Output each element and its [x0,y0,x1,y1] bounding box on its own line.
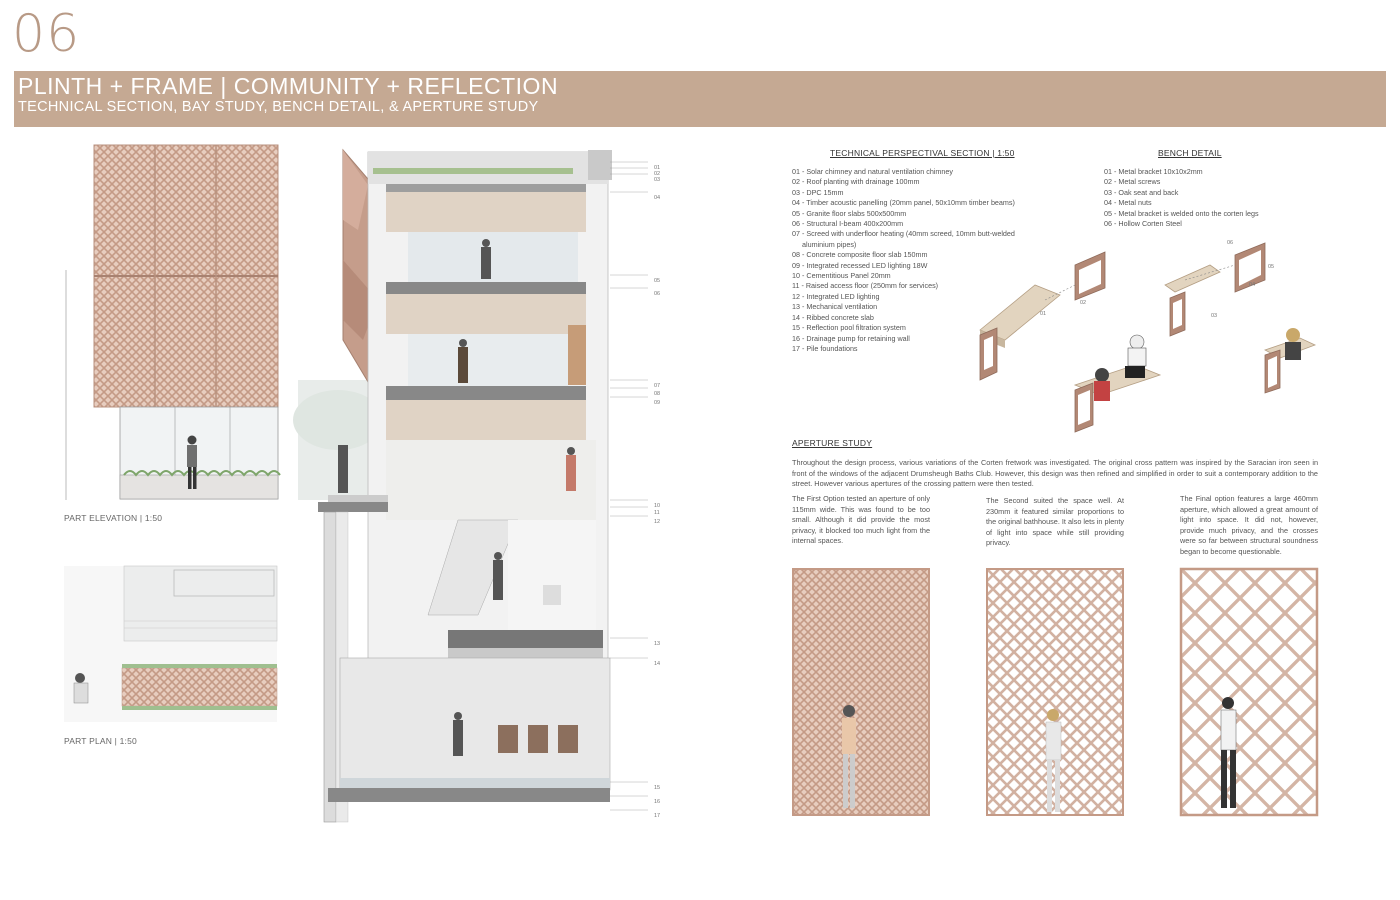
legend-item: 02 - Roof planting with drainage 100mm [792,177,920,187]
part-elevation-caption: PART ELEVATION | 1:50 [64,513,163,523]
legend-item: 10 - Cementitious Panel 20mm [792,271,891,281]
technical-section-drawing [298,140,628,825]
aperture-study-heading: APERTURE STUDY [792,438,873,448]
legend-item: aluminium pipes) [802,239,857,249]
page-title: PLINTH + FRAME | COMMUNITY + REFLECTION [18,73,559,99]
aperture-option-3-text: The Final option features a large 460mm aperture, which allowed a great amount of light into space. It did not, however, provide much privacy, and the crosses were so far between structural soundness began to become questionable. [1180,494,1318,556]
section-marker-13: 13 [654,641,661,647]
section-marker-10: 10 [654,503,661,509]
part-plan-caption: PART PLAN | 1:50 [64,736,137,746]
legend-item: 15 - Reflection pool filtration system [792,323,906,333]
section-marker-08: 08 [654,391,661,397]
section-marker-09: 09 [654,400,661,406]
section-marker-12: 12 [654,519,661,525]
legend-item: 07 - Screed with underfloor heating (40mm screed, 10mm butt-welded [792,229,1015,239]
legend-item: 17 - Pile foundations [792,343,858,353]
section-marker-14: 14 [654,661,661,667]
part-elevation-drawing [60,140,285,510]
section-marker-05: 05 [654,278,661,284]
page-subtitle: TECHNICAL SECTION, BAY STUDY, BENCH DETAIL, & APERTURE STUDY [18,99,539,115]
aperture-option-2-text: The Second suited the space well. At 230mm it featured similar proportions to the original bathhouse. It also lets in plenty of light into space while still providing privacy. [986,496,1124,548]
bench-detail-heading: BENCH DETAIL [1158,148,1222,158]
section-marker-06: 06 [654,291,661,297]
section-marker-01: 01 [654,165,661,171]
legend-item: 04 - Metal nuts [1104,198,1152,208]
legend-item: 12 - Integrated LED lighting [792,291,880,301]
section-marker-16: 16 [654,799,661,805]
technical-section-heading: TECHNICAL PERSPECTIVAL SECTION | 1:50 [830,148,1015,158]
legend-item: 13 - Mechanical ventilation [792,302,878,312]
bench-label-04: 04 [1249,282,1256,288]
bench-label-02: 02 [1080,300,1087,306]
section-marker-03: 03 [654,177,661,183]
section-marker-07: 07 [654,383,661,389]
section-marker-15: 15 [654,785,661,791]
legend-item: 16 - Drainage pump for retaining wall [792,333,910,343]
bench-label-03: 03 [1211,313,1218,319]
bench-detail-legend [1104,167,1259,229]
page-number: 06 [12,4,81,64]
aperture-option-1-text: The First Option tested an aperture of only 115mm wide. This was found to be too small. Although it did provide the most privacy, it blocked too much light from the internal spaces. [792,494,930,546]
bench-label-01: 01 [1040,311,1047,317]
part-plan-drawing [64,566,279,724]
section-marker-04: 04 [654,195,661,201]
section-marker-02: 02 [654,171,661,177]
legend-item: 05 - Metal bracket is welded onto the corten legs [1104,208,1259,218]
section-marker-11: 11 [654,510,660,516]
legend-item: 04 - Timber acoustic panelling (20mm panel, 50x10mm timber beams) [792,198,1015,208]
legend-item: 09 - Integrated recessed LED lighting 18W [792,260,928,270]
legend-item: 02 - Metal screws [1104,177,1161,187]
legend-item: 05 - Granite floor slabs 500x500mm [792,208,907,218]
bench-label-05: 05 [1268,264,1275,270]
legend-item: 06 - Hollow Corten Steel [1104,219,1182,229]
aperture-option-1-panel [792,568,932,818]
legend-item: 14 - Ribbed concrete slab [792,312,874,322]
legend-item: 06 - Structural I-beam 400x200mm [792,219,904,229]
legend-item: 01 - Metal bracket 10x10x2mm [1104,167,1203,176]
legend-item: 03 - Oak seat and back [1104,187,1179,197]
aperture-option-3-panel [1180,568,1320,818]
legend-item: 11 - Raised access floor (250mm for services) [792,281,939,291]
section-marker-17: 17 [654,813,661,819]
legend-item: 03 - DPC 15mm [792,187,844,197]
bench-label-06: 06 [1227,240,1234,246]
aperture-option-2-panel [986,568,1126,818]
legend-item: 08 - Concrete composite floor slab 150mm [792,250,928,260]
aperture-study-intro: Throughout the design process, various variations of the Corten fretwork was investigated. The original cross pattern was inspired by the Saracian iron seen in front of the windows of the adjacent Drumsheugh Baths Club. However, this design was then refined and simplified in order to suit a contemporary addition to the street. However various apertures of the crossing pattern were then tested. [792,458,1318,489]
legend-item: 01 - Solar chimney and natural ventilation chimney [792,167,954,176]
